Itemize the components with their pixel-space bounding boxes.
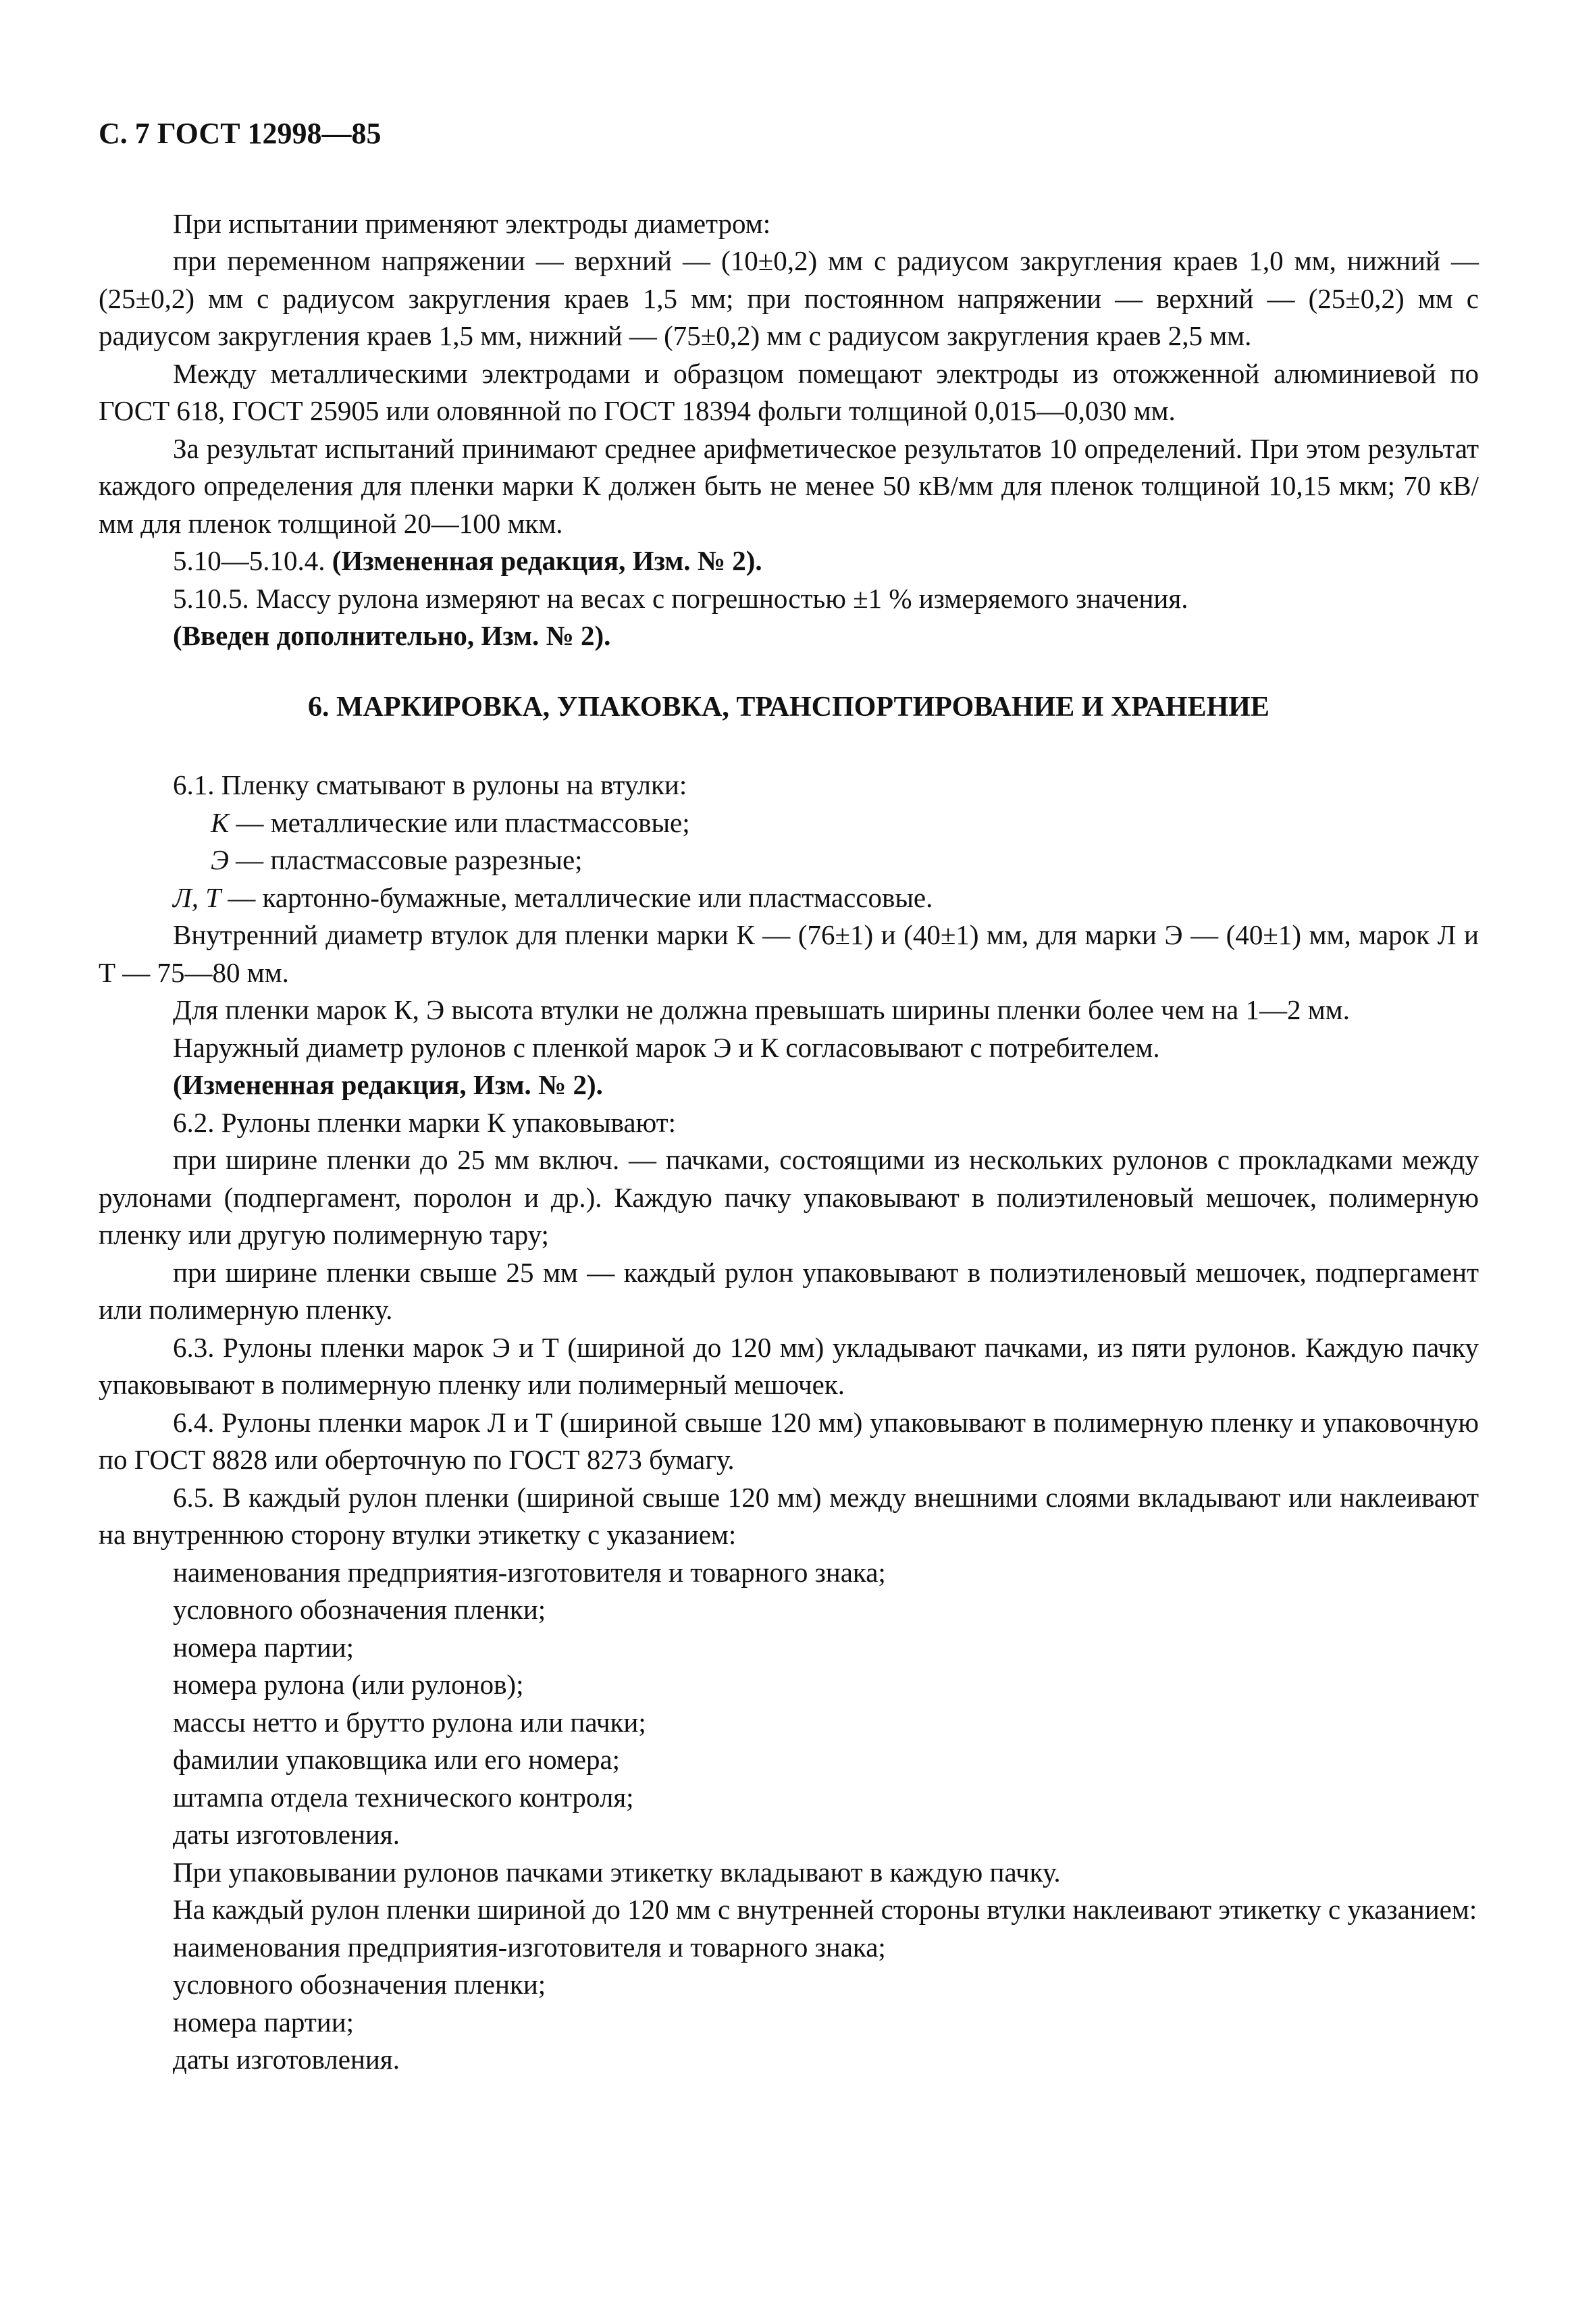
paragraph-6-3: 6.3. Рулоны пленки марок Э и Т (шириной до 120 мм) укладывают пачками, из пяти рулонов. Каждую пачку упаковывают в полимерную пленку или полимерный мешочек. (99, 1331, 1479, 1400)
paragraph-6-5: 6.5. В каждый рулон пленки (шириной свыше 120 мм) между внешними слоями вкладывают или наклеивают на внутреннюю сторону втулки этикетку с указанием: (99, 1481, 1479, 1550)
paragraph-foil: Между металлическими электродами и образцом помещают электроды из отожженной алюминиевой по ГОСТ 618, ГОСТ 25905 или оловянной по ГОСТ 18394 фольги толщиной 0,015—0,030 мм. (99, 357, 1479, 426)
sleeve-description: — картонно-бумажные, металлические или пластмассовые. (228, 881, 933, 913)
paragraph-5-10-edit (99, 542, 1479, 580)
amendment-note-added: (Введен дополнительно, Изм. № 2). (173, 620, 611, 651)
list-item: наименования предприятия-изготовителя и товарного знака; (173, 1556, 886, 1588)
sleeve-description: — пластмассовые разрезные; (236, 844, 583, 875)
sleeve-mark: Л, Т (173, 881, 221, 913)
paragraph-6-2-narrow: при ширине пленки до 25 мм включ. — пачками, состоящими из нескольких рулонов с прокладками между рулонами (подпергамент, поролон и др.). Каждую пачку упаковывают в полиэтиленовый мешочек, полимерную пленку или другую полимерную тару; (99, 1144, 1479, 1250)
paragraph-outer-diameter: Наружный диаметр рулонов с пленкой марок Э и К согласовывают с потребителем. (173, 1031, 1160, 1063)
amendment-note: (Измененная редакция, Изм. № 2). (332, 545, 762, 576)
paragraph-6-2: 6.2. Рулоны пленки марки К упаковывают: (173, 1106, 676, 1138)
paragraph-5-10-5: 5.10.5. Массу рулона измеряют на весах с погрешностью ±1 % измеряемого значения. (173, 582, 1188, 614)
list-item: номера партии; (173, 2006, 355, 2038)
list-item: даты изготовления. (173, 1819, 400, 1850)
page-header: С. 7 ГОСТ 12998—85 (99, 117, 382, 150)
document-page (99, 115, 1479, 2079)
paragraph-6-2-wide: при ширине пленки свыше 25 мм — каждый рулон упаковывают в полиэтиленовый мешочек, подпергамент или полимерную пленку. (99, 1256, 1479, 1325)
list-item: фамилии упаковщика или его номера; (173, 1744, 621, 1775)
sleeve-type-e (99, 842, 1479, 879)
section-title: 6. МАРКИРОВКА, УПАКОВКА, ТРАНСПОРТИРОВАНИЕ И ХРАНЕНИЕ (308, 691, 1269, 723)
list-item: штампа отдела технического контроля; (173, 1781, 634, 1813)
sleeve-mark: К (211, 806, 230, 838)
sleeve-type-k (99, 804, 1479, 842)
sleeve-mark: Э (211, 844, 229, 875)
list-item: условного обозначения пленки; (173, 1969, 546, 2000)
paragraph-small-rolls: На каждый рулон пленки шириной до 120 мм с внутренней стороны втулки наклеивают этикетку с указанием: (173, 1894, 1477, 1925)
paragraph-6-4: 6.4. Рулоны пленки марок Л и Т (шириной свыше 120 мм) упаковывают в полимерную пленку и упаковочную по ГОСТ 8828 или оберточную по ГОСТ 8273 бумагу. (99, 1406, 1479, 1475)
paragraph-result: За результат испытаний принимают среднее арифметическое результатов 10 определений. При этом результат каждого определения для пленки марки К должен быть не менее 50 кВ/мм для пленок толщиной 10,15 мкм; 70 кВ/мм для пленок толщиной 20—100 мкм. (99, 432, 1479, 539)
label-list-small-rolls (99, 1929, 1479, 2079)
list-item: условного обозначения пленки; (173, 1594, 546, 1625)
clause-reference: 5.10—5.10.4. (173, 545, 325, 576)
sleeve-type-lt (99, 879, 1479, 917)
paragraph-sleeve-height: Для пленки марок К, Э высота втулки не должна превышать ширины пленки более чем на 1—2 мм. (173, 994, 1350, 1025)
list-item: номера партии; (173, 1631, 355, 1663)
amendment-note-6-1: (Измененная редакция, Изм. № 2). (173, 1069, 603, 1100)
paragraph-6-1: 6.1. Пленку сматывают в рулоны на втулки: (173, 769, 687, 800)
paragraph-electrodes-intro: При испытании применяют электроды диаметром: (173, 207, 771, 239)
paragraph-inner-diameter: Внутренний диаметр втулок для пленки марки К — (76±1) и (40±1) мм, для марки Э — (40±1) мм, марок Л и Т — 75—80 мм. (99, 919, 1479, 988)
list-item: номера рулона (или рулонов); (173, 1669, 524, 1700)
paragraph-pack-label: При упаковывании рулонов пачками этикетку вкладывают в каждую пачку. (173, 1856, 1061, 1888)
list-item: массы нетто и брутто рулона или пачки; (173, 1706, 646, 1738)
paragraph-electrodes-values: при переменном напряжении — верхний — (10±0,2) мм с радиусом закругления краев 1,0 мм, нижний — (25±0,2) мм с радиусом закругления краев 1,5 мм; при постоянном напряжении — верхний — (25±0,2) мм с радиусом закругления краев 1,5 мм, нижний — (75±0,2) мм с радиусом закругления краев 2,5 мм. (99, 245, 1479, 351)
sleeve-description: — металлические или пластмассовые; (236, 806, 690, 838)
list-item: даты изготовления. (173, 2044, 400, 2075)
list-item: наименования предприятия-изготовителя и товарного знака; (173, 1931, 886, 1963)
label-list-large-rolls (99, 1554, 1479, 1854)
